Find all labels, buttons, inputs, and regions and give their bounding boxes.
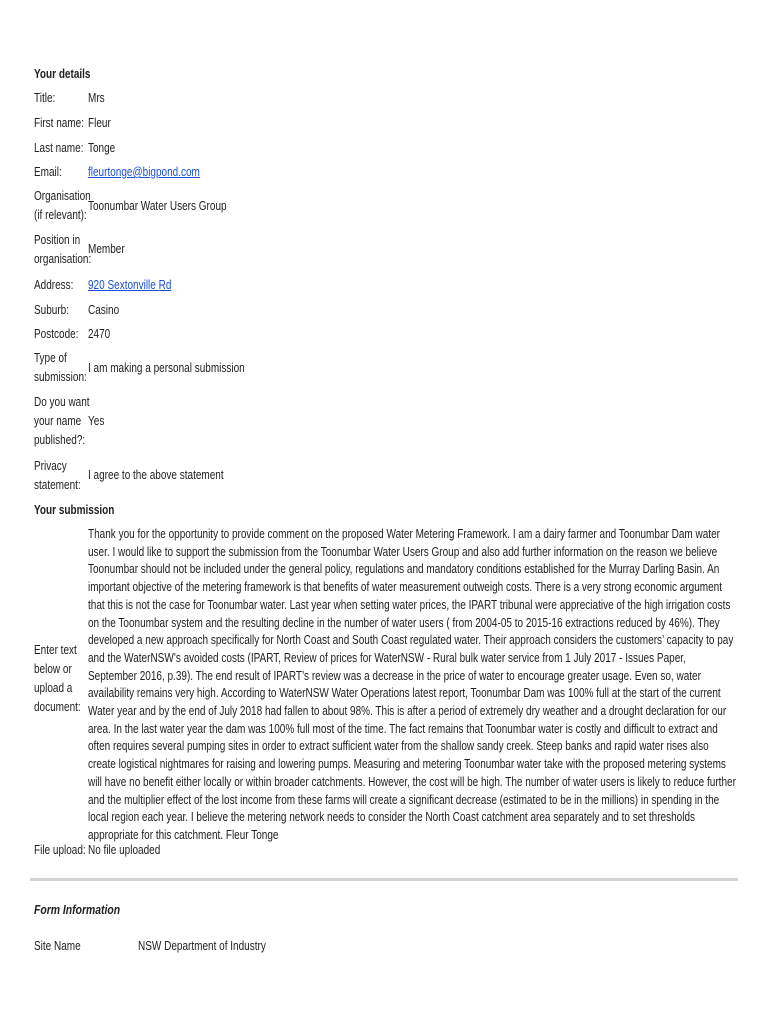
file-upload-value: No file uploaded [88,843,161,857]
organisation-label: Organisation (if relevant): [34,189,91,222]
privacy-value: I agree to the above statement [88,468,224,482]
first-name-label: First name: [34,116,85,130]
your-details-heading: Your details [34,67,91,81]
address-link[interactable]: 920 Sextonville Rd [88,278,172,292]
email-link[interactable]: fleurtonge@bigpond.com [88,165,200,179]
address-label: Address: [34,278,74,292]
postcode-value: 2470 [88,327,111,341]
address-value[interactable] [88,276,192,295]
site-name-label: Site Name [34,939,81,953]
last-name-label: Last name: [34,141,84,155]
section-divider [30,878,738,881]
position-label: Position in organisation: [34,233,92,266]
publish-value: Yes [88,414,105,428]
file-upload-label: File upload: [34,843,86,857]
postcode-label: Postcode: [34,327,79,341]
form-information-heading: Form Information [34,902,121,917]
suburb-value: Casino [88,303,120,317]
email-value[interactable] [88,163,228,182]
title-value: Mrs [88,91,105,105]
position-value: Member [88,242,125,256]
site-name-value: NSW Department of Industry [138,939,266,953]
first-name-value: Fleur [88,116,111,130]
publish-label: Do you want your name published?: [34,395,90,447]
your-submission-heading: Your submission [34,503,115,517]
type-value: I am making a personal submission [88,361,245,375]
enter-text-label: Enter text below or upload a document: [34,643,81,714]
organisation-value: Toonumbar Water Users Group [88,199,227,213]
email-label: Email: [34,165,62,179]
title-label: Title: [34,91,56,105]
privacy-label: Privacy statement: [34,459,81,492]
last-name-value: Tonge [88,141,116,155]
submission-text: Thank you for the opportunity to provide comment on the proposed Water Metering Framework. I am a dairy farmer and Toonumbar Dam water user. I would like to support the submission from the Toonumbar Water Users Group and also add further information on the reason we believe Toonumbar should not be included under the general policy, regulations and mandatory conditions established for the Murray Darling Basin. An important objective of the metering framework is that benefits of water measurement outweigh costs. There is a very strong economic argument that this is not the case for Toonumbar water. Last year when setting water prices, the IPART tribunal were appreciative of the high irrigation costs on the Toonumbar system and the resulting decline in the number of water users ( from 2004-05 to 2015-16 extractions reduced by 46%). They developed a new approach specifically for North Coast and South Coast regulated water. Their approach considers the customers’ capacity to pay and the WaterNSW’s avoided costs (IPART, Review of prices for WaterNSW - Rural bulk water service from 1 July 2017 - Issues Paper, September 2016, p.39). The end result of IPART’s review was a decrease in the price of water to encourage greater usage. Even so, water availability remains very high. According to WaterNSW Water Operations latest report, Toonumbar Dam was 100% full at the start of the current Water year and by the end of July 2018 had fallen to about 98%. This is after a period of extremely dry weather and a drought declaration for our area. In the last water year the dam was 100% full most of the time. The fact remains that Toonumbar water is costly and difficult to extract and often requires several pumping sites in order to extract sufficient water from the shallow sandy creek. Steep banks and rapid water rises also create logistical nightmares for raising and lowering pumps. Measuring and metering Toonumbar water take with the proposed metering systems will have no benefit either locally or within broader catchments. However, the cost will be high. The number of water users is likely to reduce further and the multiplier effect of the lost income from these farms will create a significant decrease (estimated to be in the millions) in spending in the local region each year. I believe the metering network needs to consider the North Coast catchment area separately and to set thresholds appropriate for this catchment. Fleur Tonge [88,527,736,842]
type-label: Type of submission: [34,351,87,384]
suburb-label: Suburb: [34,303,70,317]
